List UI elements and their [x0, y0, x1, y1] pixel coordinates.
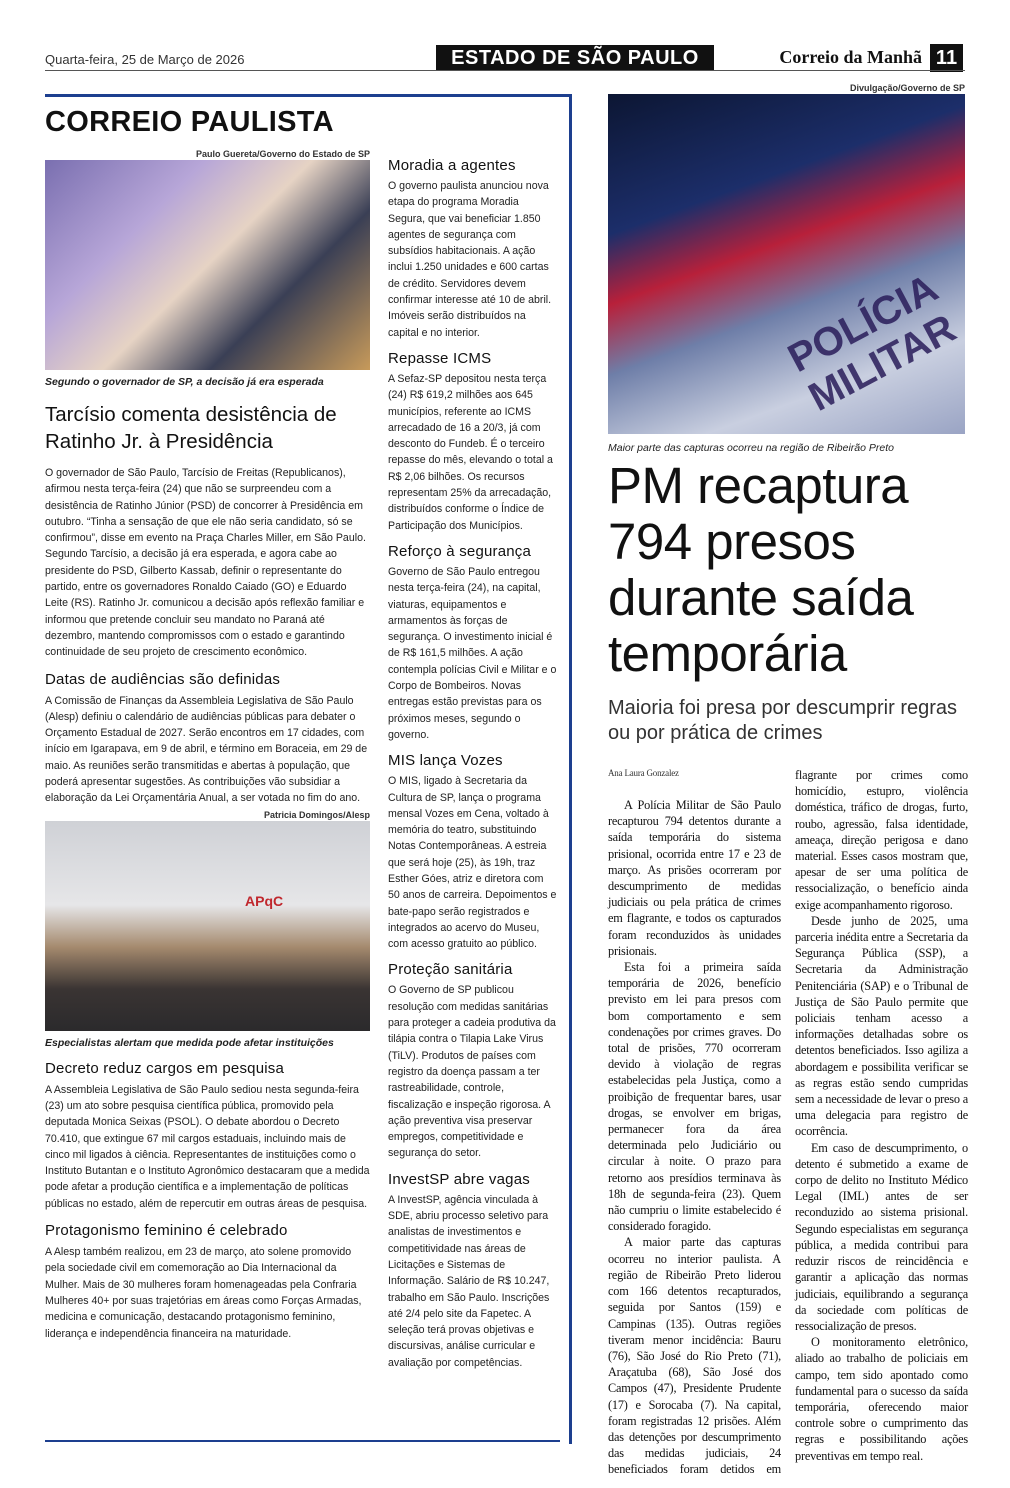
column-border-bottom: [45, 1440, 560, 1442]
column-title: CORREIO PAULISTA: [45, 106, 334, 138]
paragraph: A maior parte das capturas ocorreu no interior paulista. A região de Ribeirão Preto liderou com 166 detentos recapturados, seguida por Santos (159) e Campinas (135). Outras regiões tiveram menor incidência: Bauru (76), São José do Rio Preto (71), Araçatuba (68), São José dos Campos (47), Presidente Prudente (17) e Sorocaba (7). Na capital, foram registradas 12 prisões. Além das detenções por descumprimento das medidas judiciais, 24 beneficiados foram detidos em flagrante por crimes como homicídio, estupro, violência doméstica, tráfico de drogas, furto, roubo, agressão, falsa identidade, ameaça, direção perigosa e dano material. Esses casos mostram que, apesar de ser uma política de ressocialização, o benefício ainda exige acompanhamento rigoroso.: [608, 768, 968, 1477]
brief-title: Proteção sanitária: [388, 961, 513, 979]
brief-body: O Governo de SP publicou resolução com medidas sanitárias para proteger a cadeia produtiva da tilápia contra o Tilapia Lake Virus (TiLV). Produtos de países com registro da doença passam a ter rastreabilidade, controle, fiscalização e inspeção rigorosa. A ação preventiva visa preservar empregos, competitividade e segurança do setor.: [388, 984, 556, 1160]
article-body: A Comissão de Finanças da Assembleia Legislativa de São Paulo (Alesp) definiu o calendário de audiências públicas para debater o Orçamento Estadual de 2027. Serão encontros em 17 cidades, com início em Igarapava, em 9 de abril, e término em Boraceia, em 29 de maio. As reuniões serão transmitidas e abertas à população, que poderá apresentar sugestões. As contribuições vão subsidiar a elaboração da Lei Orçamentária Anual, a ser votada no fim do ano.: [45, 694, 368, 805]
subheadline: Maioria foi presa por descumprir regras ou por prática de crimes: [608, 697, 958, 744]
brief-title: InvestSP abre vagas: [388, 1170, 530, 1188]
article-body: A Assembleia Legislativa de São Paulo sediou nesta segunda-feira (23) um ato sobre pesquisa científica pública, promovido pela deputada Monica Seixas (PSOL). O debate abordou o Decreto 70.410, que extingue 67 mil cargos estaduais, incluindo mais de cinco mil ligados à ciência. Representantes de instituições como o Instituto Butantan e o Instituto Agronômico destacaram que a medida pode afetar a produção científica e a implementação de políticas públicas no estado, além de repercutir em outras áreas de pesquisa.: [45, 1083, 370, 1210]
header-divider: [45, 70, 965, 71]
brief: [388, 960, 558, 1161]
photo-credit: Paulo Guereta/Governo do Estado de SP: [195, 149, 370, 159]
police-car-lettering: POLÍCIA MILITAR: [781, 266, 963, 420]
article-title: Decreto reduz cargos em pesquisa: [45, 1059, 285, 1077]
column-border-side: [569, 94, 572, 1444]
brief: [388, 751, 558, 952]
article-body: O governador de São Paulo, Tarcísio de Freitas (Republicanos), afirmou nesta terça-feira (24) que não se surpreendeu com a desistência de Ratinho Júnior (PSD) de concorrer à Presidência em outubro. “Tinha a sensação de que ele não seria candidato, só se confirmou”, disse em evento na Praça Charles Miller, em São Paulo. Segundo Tarcísio, a decisão já era esperada, e agora cabe ao presidente do PSD, Gilberto Kassab, definir o representante do partido, entre os governadores Ronaldo Caiado (GO) e Eduardo Leite (RS). Ratinho Jr. comunicou a decisão após reflexão familiar e informou que pretende concluir seu mandato no Paraná até dezembro, mantendo compromissos com o estado e garantindo continuidade de seu projeto de crescimento econômico.: [45, 467, 366, 659]
brief: [388, 156, 558, 341]
photo-caption: Segundo o governador de SP, a decisão já era esperada: [45, 376, 324, 388]
left-column: [45, 148, 370, 1342]
photo-credit: Patricia Domingos/Alesp: [263, 809, 370, 820]
police-car-photo: [608, 94, 965, 434]
photo-caption: Maior parte das capturas ocorreu na região de Ribeirão Preto: [608, 442, 894, 454]
brief-title: Reforço à segurança: [388, 542, 532, 560]
paragraph: Em caso de descumprimento, o detento é submetido a exame de corpo de delito no Instituto Médico Legal (IML) antes de ser reconduzido ao sistema prisional. Segundo especialistas em segurança pública, a medida contribui para reduzir riscos de reincidência e garantir a aplicação das normas judiciais, equilibrando a segurança da sociedade com políticas de ressocialização de presos.: [795, 1140, 968, 1333]
article-title: Protagonismo feminino é celebrado: [45, 1222, 288, 1240]
feature-body: [608, 767, 968, 1478]
article-title: Datas de audiências são definidas: [45, 670, 281, 688]
brief-title: MIS lança Vozes: [388, 752, 503, 770]
brief-body: O governo paulista anunciou nova etapa do programa Moradia Segura, que vai beneficiar 1.850 agentes de segurança com subsídios habitacionais. A ação inclui 1.250 unidades e 600 cartas de crédito. Servidores devem confirmar interesse até 10 de abril. Imóveis serão distribuídos na capital e no interior.: [388, 180, 552, 339]
issue-date: Quarta-feira, 25 de Março de 2026: [45, 52, 245, 67]
brief: [388, 1170, 558, 1371]
brief-body: A Sefaz-SP depositou nesta terça (24) R$ 619,2 milhões aos 645 municípios, referente ao ICMS arrecadado de 16 a 20/3, já com desconto do Fundeb. É o terceiro repasse do mês, elevando o total a R$ 2,06 bilhões. Os recursos representam 25% da arrecadação, distribuídos conforme o Índice de Participação dos Municípios.: [388, 372, 553, 532]
brief-body: Governo de São Paulo entregou nesta terça-feira (24), na capital, viaturas, equipamentos e armamentos às forças de segurança. O investimento inicial é de R$ 161,5 milhões. A ação contempla polícias Civil e Militar e o Corpo de Bombeiros. Novas entregas estão previstas para os próximos meses, segundo o governo.: [388, 565, 557, 741]
brief-title: Repasse ICMS: [388, 349, 492, 367]
photo-credit: Divulgação/Governo de SP: [849, 83, 965, 93]
alesp-event-photo: [45, 821, 370, 1031]
paragraph: Esta foi a primeira saída temporária de 2026, benefício previsto em lei para presos com bom comportamento e sem condenações por crimes graves. Do total de prisões, 770 ocorreram devido à violação de regras estabelecidas pela Justiça, como a proibição de frequentar bares, usar drogas, se envolver em brigas, permanecer fora da área determinada pelo Judiciário ou circular à noite. O prazo para retorno aos presídios terminava às 18h de segunda-feira (23). Quem não cumpriu o limite estabelecido é considerado foragido.: [608, 960, 781, 1234]
section-title: ESTADO DE SÃO PAULO: [436, 45, 714, 71]
article-body: A Alesp também realizou, em 23 de março, ato solene promovido pela sociedade civil em comemoração ao Dia Internacional da Mulher. Mais de 30 mulheres foram homenageadas pela Confraria Mulheres 40+ por suas trajetórias em áreas como Forças Armadas, medicina e comunicação, destacando protagonismo feminino, liderança e independência financeira na maturidade.: [45, 1246, 362, 1340]
apqc-logo: APqC: [245, 892, 284, 909]
article-title: Tarcísio comenta desistência de Ratinho Jr. à Presidência: [45, 403, 337, 453]
paragraph: A Polícia Militar de São Paulo recapturou 794 detentos durante a saída temporária do sistema prisional, ocorrida entre 17 e 23 de março. As prisões ocorreram por descumprimento de medidas judiciais ou pela prática de crimes em flagrante, e todos os capturados foram reconduzidos às unidades prisionais.: [608, 798, 781, 958]
governor-photo: [45, 160, 370, 370]
news-briefs: [388, 148, 558, 1375]
brief-body: A InvestSP, agência vinculada à SDE, abriu processo seletivo para analistas de investimentos e competitividade nas áreas de Licitações e Sistemas de Informação. Salário de R$ 10.247, trabalho em São Paulo. Inscrições até 2/4 pelo site da Fapetec. A seleção terá provas objetivas e discursivas, análise curricular e avaliação por competências.: [388, 1193, 550, 1369]
brief: [388, 542, 558, 743]
paragraph: Desde junho de 2025, uma parceria inédita entre a Secretaria da Segurança Pública (SSP), a Secretaria da Administração Penitenciária (SAP) e o Tribunal de Justiça de São Paulo permite que policiais tenham acesso a informações detalhadas sobre os detentos beneficiados. Isso agiliza a abordagem e possibilita verificar se as regras estão sendo cumpridas sem a necessidade de levar o preso a uma delegacia para registro de ocorrência.: [795, 913, 968, 1139]
brief: [388, 349, 558, 534]
newspaper-logo: Correio da Manhã: [779, 47, 922, 67]
paragraph: O monitoramento eletrônico, aliado ao trabalho de policiais em campo, tem sido apontado como fundamental para o sucesso da saída temporária, oferecendo maior controle sobre o cumprimento das regras e possibilitando ações preventivas em tempo real.: [795, 1335, 968, 1463]
photo-caption: Especialistas alertam que medida pode afetar instituições: [45, 1036, 334, 1049]
byline: Ana Laura Gonzalez: [608, 768, 679, 778]
headline: PM recaptura 794 presos durante saída temporária: [608, 457, 914, 682]
page-number: 11: [930, 44, 963, 72]
brief-body: O MIS, ligado à Secretaria da Cultura de SP, lança o programa mensal Vozes em Cena, voltado à memória do teatro, substituindo Notas Contemporâneas. A estreia que será hoje (25), às 19h, traz Esther Góes, atriz e diretora com 50 anos de carreira. Depoimentos e bate-papo serão registrados e integrados ao acervo do Museu, com acesso gratuito ao público.: [388, 775, 557, 951]
column-border-top: [45, 94, 572, 97]
brief-title: Moradia a agentes: [388, 157, 516, 174]
